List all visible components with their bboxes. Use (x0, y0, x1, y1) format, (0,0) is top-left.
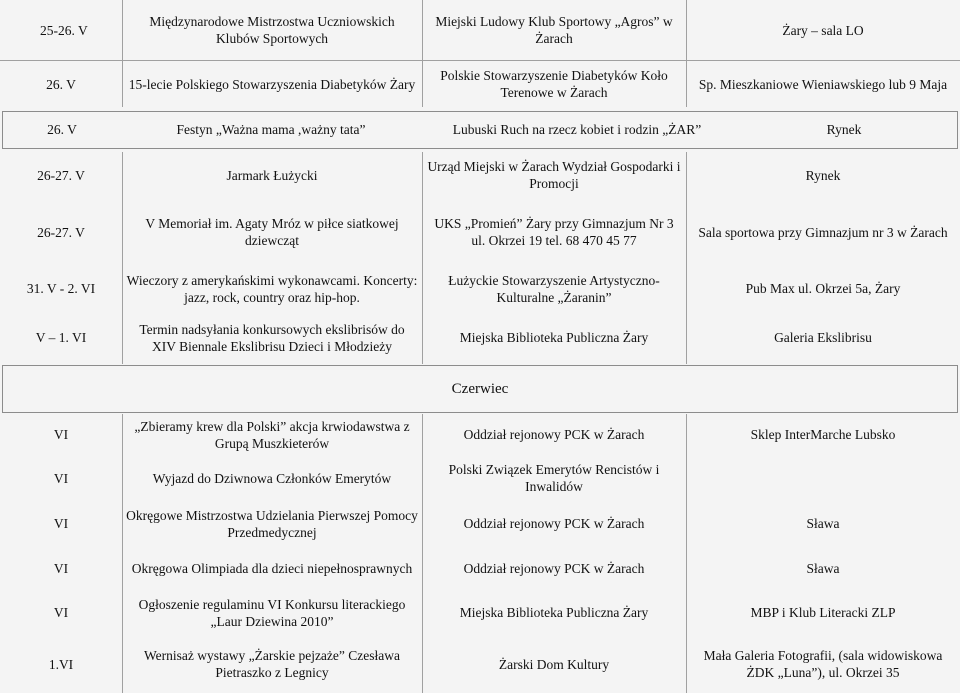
place-cell: Sława (806, 516, 840, 531)
table-row (0, 414, 960, 455)
organizer-cell: Urząd Miejski w Żarach Wydział Gospodarki i Promocji (427, 159, 681, 191)
event-cell: Międzynarodowe Mistrzostwa Uczniowskich Klubów Sportowych (149, 14, 395, 46)
table-row-festyn (0, 107, 960, 152)
table-row (0, 61, 960, 107)
date-cell: 26-27. V (37, 224, 85, 240)
section-title: Czerwiec (451, 380, 509, 397)
table-row (0, 635, 960, 693)
event-cell: „Zbieramy krew dla Polski” akcja krwiodawstwa z Grupą Muszkieterów (134, 418, 410, 451)
table-row (0, 546, 960, 590)
organizer-cell: Miejska Biblioteka Publiczna Żary (459, 330, 649, 345)
organizer-cell: Łużyckie Stowarzyszenie Artystyczno-Kulturalne „Żaranin” (448, 272, 660, 305)
place-cell: Sp. Mieszkaniowe Wieniawskiego lub 9 Maja (698, 76, 948, 92)
date-cell: VI (53, 516, 69, 531)
place-cell: Rynek (805, 167, 841, 183)
organizer-cell: Miejski Ludowy Klub Sportowy „Agros” w Żarach (435, 14, 673, 46)
date-cell: 26. V (46, 76, 76, 92)
organizer-cell: Oddział rejonowy PCK w Żarach (463, 516, 645, 531)
event-cell: Okręgowa Olimpiada dla dzieci niepełnosprawnych (131, 560, 413, 576)
event-cell: Wyjazd do Dziwnowa Członków Emerytów (152, 470, 392, 486)
organizer-cell: Żarski Dom Kultury (498, 656, 610, 672)
date-cell: V – 1. VI (35, 330, 87, 345)
place-cell: MBP i Klub Literacki ZLP (750, 605, 896, 620)
section-header (0, 364, 960, 414)
event-cell: V Memoriał im. Agaty Mróz w piłce siatkowej dziewcząt (145, 216, 399, 248)
table-row (0, 311, 960, 364)
date-cell: 26. V (47, 122, 77, 137)
organizer-cell: Oddział rejonowy PCK w Żarach (463, 427, 645, 442)
event-cell: Festyn „Ważna mama ,ważny tata” (176, 122, 366, 137)
event-cell: 15-lecie Polskiego Stowarzyszenia Diabetyków Żary (128, 76, 416, 92)
date-cell: VI (53, 427, 69, 442)
table-row (0, 198, 960, 266)
organizer-cell: Oddział rejonowy PCK w Żarach (463, 560, 645, 576)
date-cell: VI (53, 560, 69, 576)
place-cell: Pub Max ul. Okrzei 5a, Żary (745, 281, 901, 296)
table-row (0, 152, 960, 198)
event-cell: Ogłoszenie regulaminu VI Konkursu literackiego „Laur Dziewina 2010” (138, 596, 406, 629)
place-cell: Sala sportowa przy Gimnazjum nr 3 w Żarach (698, 224, 948, 240)
event-cell: Okręgowe Mistrzostwa Udzielania Pierwszej Pomocy Przedmedycznej (126, 507, 418, 540)
date-cell: VI (53, 605, 69, 620)
organizer-cell: Polski Związek Emerytów Rencistów i Inwalidów (448, 462, 660, 494)
place-cell: Sława (806, 560, 840, 576)
place-cell: Galeria Ekslibrisu (774, 330, 872, 345)
place-cell (686, 455, 960, 501)
event-cell: Jarmark Łużycki (226, 167, 318, 183)
table-row (0, 455, 960, 501)
date-cell: 25-26. V (40, 22, 88, 38)
date-cell: VI (53, 470, 69, 486)
place-cell: Żary – sala LO (782, 22, 864, 38)
place-cell: Mała Galeria Fotografii, (sala widowiskowa ŻDK „Luna”), ul. Okrzei 35 (703, 648, 943, 680)
organizer-cell: Miejska Biblioteka Publiczna Żary (459, 605, 649, 620)
place-cell: Sklep InterMarche Lubsko (750, 427, 896, 442)
organizer-cell: Polskie Stowarzyszenie Diabetyków Koło Terenowe w Żarach (440, 68, 668, 100)
event-cell: Wernisaż wystawy „Żarskie pejzaże” Czesława Pietraszko z Legnicy (143, 648, 401, 680)
table-row (0, 0, 960, 60)
organizer-cell: Lubuski Ruch na rzecz kobiet i rodzin „ŻAR” (452, 122, 702, 137)
date-cell: 31. V - 2. VI (26, 281, 96, 296)
date-cell: 26-27. V (37, 167, 85, 183)
date-cell: 1.VI (48, 656, 74, 672)
table-row (0, 590, 960, 635)
organizer-cell: UKS „Promień” Żary przy Gimnazjum Nr 3 ul. Okrzei 19 tel. 68 470 45 77 (434, 216, 674, 248)
table-row (0, 501, 960, 546)
event-cell: Wieczory z amerykańskimi wykonawcami. Koncerty: jazz, rock, country oraz hip-hop. (126, 272, 418, 305)
event-cell: Termin nadsyłania konkursowych ekslibrisów do XIV Biennale Ekslibrisu Dzieci i Młodzieży (139, 321, 405, 354)
place-cell: Rynek (826, 122, 862, 137)
table-row (0, 266, 960, 311)
